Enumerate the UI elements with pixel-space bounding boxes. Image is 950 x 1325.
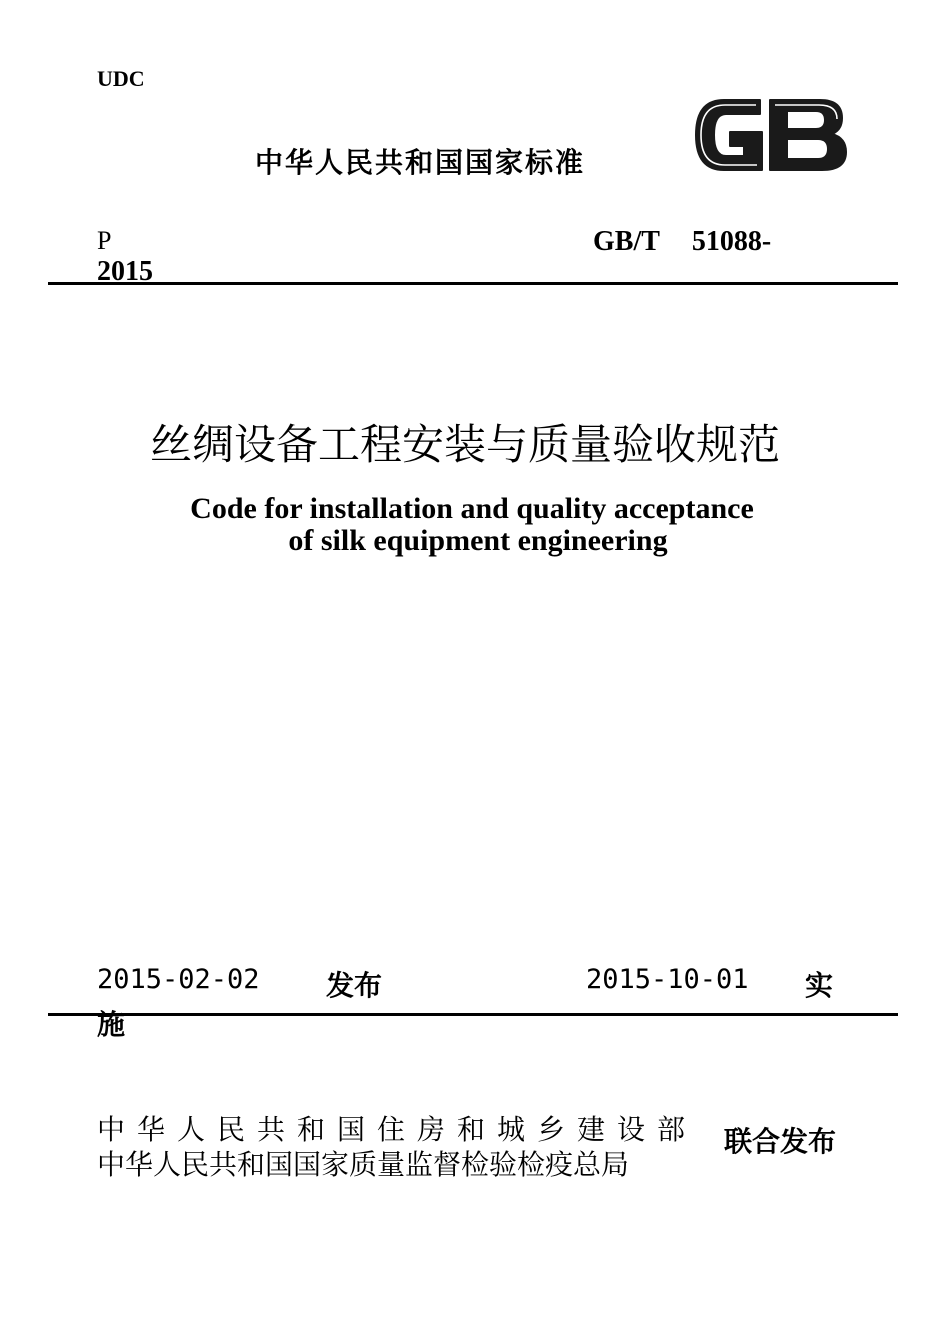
classification-code: P bbox=[97, 226, 112, 255]
effective-date: 2015-10-01 bbox=[586, 964, 749, 995]
title-english-line2: of silk equipment engineering bbox=[288, 524, 668, 557]
issue-label: 发布 bbox=[326, 969, 383, 1002]
standard-number-value: 51088- bbox=[691, 226, 772, 257]
standard-prefix: GB/T bbox=[593, 226, 660, 257]
national-standard-heading: 中华人民共和国国家标准 bbox=[255, 146, 586, 179]
title-chinese: 丝绸设备工程安装与质量验收规范 bbox=[149, 420, 780, 469]
title-english-line1: Code for installation and quality acceptance bbox=[190, 492, 754, 525]
issue-date: 2015-02-02 bbox=[97, 964, 260, 995]
dates-divider bbox=[48, 1013, 898, 1016]
standard-number bbox=[593, 226, 771, 258]
gb-logo-letter-g bbox=[696, 100, 762, 170]
standard-year: 2015 bbox=[97, 256, 153, 287]
header-divider bbox=[48, 282, 898, 285]
publisher-aqsiq: 中华人民共和国国家质量监督检验检疫总局 bbox=[97, 1148, 630, 1181]
gb-logo-letter-b bbox=[770, 100, 846, 170]
effective-label-part1: 实 bbox=[805, 969, 834, 1002]
gb-logo bbox=[690, 92, 852, 178]
effective-label-part2: 施 bbox=[97, 1008, 126, 1041]
udc-label: UDC bbox=[97, 66, 145, 91]
publisher-ministry-housing: 中华人民共和国住房和城乡建设部 bbox=[97, 1113, 698, 1146]
joint-issue-label: 联合发布 bbox=[724, 1125, 837, 1158]
